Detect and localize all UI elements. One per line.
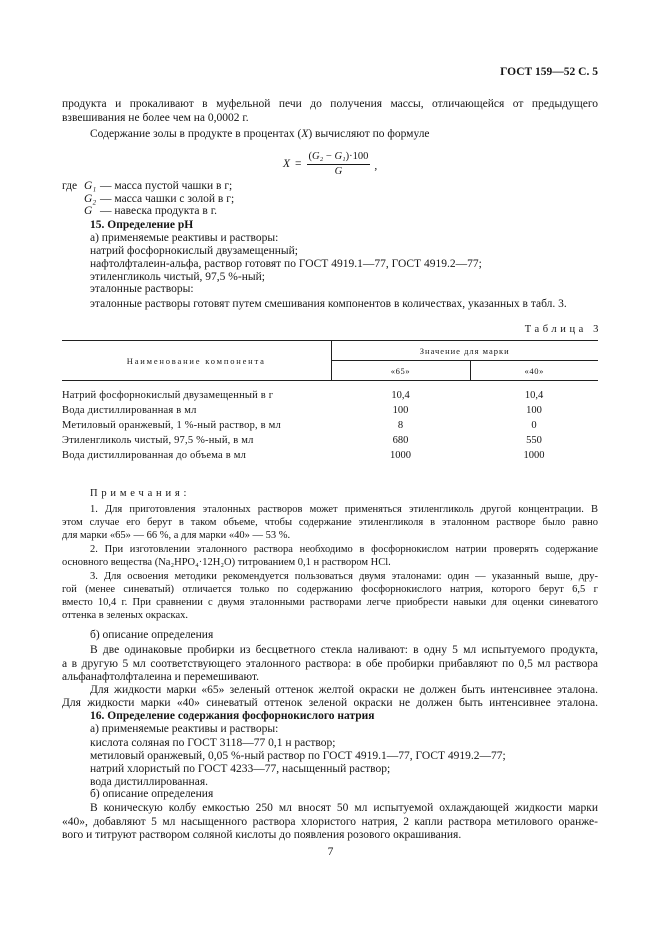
- table-row: [62, 418, 598, 433]
- section-15-line: эталонные растворы:: [90, 282, 194, 295]
- section-16-paragraph-line: «40», добавляют 5 мл насыщенного раствора хлористого натрия, 2 капли раствора метилового оранже-: [62, 815, 598, 828]
- section-15-line: натрий фосфорнокислый двузамещенный;: [90, 244, 298, 257]
- table-row: [62, 433, 598, 448]
- formula-legend-row: [62, 180, 598, 193]
- col-header-component: Наименование компонента: [62, 341, 331, 381]
- col-header-grade-65: «65»: [331, 361, 470, 381]
- numerator-variable: G₂: [312, 150, 324, 162]
- component-name: Вода дистиллированная до объема в мл: [62, 450, 247, 461]
- intro-line: продукта и прокаливают в муфельной печи до получения массы, отличающейся от предыдущего: [62, 97, 598, 110]
- description-15-paragraph-1-line: а в другую 5 мл соответствующего эталонного раствора: в обе пробирки прибавляют по 0,5 мл раствора: [62, 657, 598, 670]
- value-grade-40: 100: [526, 405, 542, 416]
- section-16-paragraph-line: вого и титруют раствором соляной кислоты до появления розового окрашивания.: [62, 828, 462, 841]
- note-3-line: гой (менее синеватый) отличается только по содержанию фосфорнокислого натрия, которого берут 6,5 г: [62, 583, 598, 595]
- component-name: Натрий фосфорнокислый двузамещенный в г: [62, 390, 274, 401]
- section-15-line: нафтолфталеин-альфа, раствор готовят по ГОСТ 4919.1—77, ГОСТ 4919.2—77;: [90, 257, 482, 270]
- ash-formula: [283, 150, 377, 178]
- note-3-line: 3. Для освоения методики рекомендуется пользоваться двумя эталонами: один — указанный выше, дру-: [90, 570, 598, 582]
- section-15-line: а) применяемые реактивы и растворы:: [90, 231, 279, 244]
- note-1-line: для марки «65» — 66 %, а для марки «40» — 53 %.: [62, 529, 291, 541]
- numerator-part: −: [323, 150, 335, 162]
- value-grade-40: 1000: [523, 450, 545, 461]
- table-row: [62, 388, 598, 403]
- numerator-variable: G₁: [334, 150, 346, 162]
- component-name: Этиленгликоль чистый, 97,5 %-ный, в мл: [62, 435, 254, 446]
- note-3-line: оттенка в зеленых окрасках.: [62, 609, 189, 621]
- section-16-line: а) применяемые реактивы и растворы:: [90, 722, 279, 735]
- page-number: 7: [327, 845, 334, 858]
- legend-description: — масса пустой чашки в г;: [100, 179, 233, 192]
- numerator-part: )·100: [345, 150, 369, 162]
- legend-description: — навеска продукта в г.: [100, 204, 217, 217]
- ash-intro-text: ) вычисляют по формуле: [308, 127, 430, 140]
- formula-fraction: [307, 151, 371, 178]
- legend-variable: G₂: [84, 192, 97, 205]
- table-3-caption: Таблица 3: [524, 323, 602, 335]
- description-15-paragraph-1-line: В две одинаковые пробирки из бесцветного стекла наливают: в одну 5 мл испытуемого продукта,: [90, 643, 598, 656]
- note-1-line: этом случае его берут в таком объеме, чтобы содержание этиленгликоля в эталонном растворе было равно: [62, 516, 598, 528]
- legend-variable: G₁: [84, 179, 97, 192]
- legend-variable: G: [84, 204, 93, 217]
- section-15-line: этиленгликоль чистый, 97,5 %-ный;: [90, 270, 265, 283]
- component-name: Метиловый оранжевый, 1 %-ный раствор, в мл: [62, 420, 281, 431]
- table-row: [62, 448, 598, 463]
- col-header-value-group: Значение для марки: [331, 341, 598, 361]
- numerator-part: (: [308, 150, 313, 162]
- table-spacer: [62, 381, 598, 389]
- value-grade-65: 1000: [390, 450, 411, 461]
- ash-intro-variable: X: [301, 127, 309, 140]
- formula-lhs-variable: X: [283, 158, 291, 170]
- section-15-line: эталонные растворы готовят путем смешивания компонентов в количествах, указанных в табл. 3.: [90, 297, 567, 310]
- notes-title: Примечания:: [90, 487, 191, 499]
- section-16-line: кислота соляная по ГОСТ 3118—77 0,1 н раствор;: [90, 736, 336, 749]
- formula-denominator: G: [334, 165, 343, 177]
- col-header-grade-40: «40»: [470, 361, 598, 381]
- section-15-title: 15. Определение pH: [90, 218, 194, 231]
- value-grade-65: 8: [397, 420, 404, 431]
- description-15-paragraph-2-line: Для жидкости марки «40» синеватый оттенок зеленой окраски не должен быть интенсивнее эталона.: [62, 696, 598, 709]
- section-16-paragraph-line: В коническую колбу емкостью 250 мл вносят 50 мл испытуемой охлаждающей жидкости марки: [90, 801, 598, 814]
- value-grade-40: 0: [531, 420, 537, 431]
- legend-description: — масса чашки с золой в г;: [100, 192, 235, 205]
- section-16-line: метиловый оранжевый, 0,05 %-ный раствор по ГОСТ 4919.1—77, ГОСТ 4919.2—77;: [90, 749, 506, 762]
- description-15-heading: б) описание определения: [90, 628, 214, 641]
- section-16-line: б) описание определения: [90, 787, 214, 800]
- component-name: Вода дистиллированная в мл: [62, 405, 197, 416]
- description-15-paragraph-1-line: альфанафтолфталеина и перемешивают.: [62, 670, 260, 683]
- formula-equals-sign: =: [295, 158, 302, 170]
- value-grade-65: 100: [392, 405, 409, 416]
- legend-prefix: где: [62, 179, 78, 192]
- formula-legend-row: [62, 205, 598, 218]
- section-16-line: вода дистиллированная.: [90, 775, 208, 788]
- ash-intro-text: Содержание золы в продукте в процентах (: [90, 127, 302, 140]
- value-grade-40: 10,4: [524, 390, 544, 401]
- section-16-title: 16. Определение содержания фосфорнокислого натрия: [90, 709, 375, 722]
- ash-formula-intro: [90, 128, 598, 141]
- value-grade-40: 550: [526, 435, 542, 446]
- value-grade-65: 680: [392, 435, 409, 446]
- table-row: [62, 403, 598, 418]
- formula-trailing-comma: ,: [374, 160, 378, 172]
- value-grade-65: 10,4: [391, 390, 410, 401]
- note-1-line: 1. Для приготовления эталонных растворов может применяться этиленгликоль другой концентрации. В: [90, 503, 598, 515]
- note-2-line: 2. При изготовлении эталонного раствора необходимо в фосфорнокислом натрии проверять содержание: [90, 543, 598, 555]
- section-16-line: натрий хлористый по ГОСТ 4233—77, насыщенный раствор;: [90, 762, 391, 775]
- table-3: [62, 340, 598, 463]
- note-3-line: вместо 10,4 г. При сравнении с двумя эталонными растворами легче приобрести навыки для оценки синеватого: [62, 596, 598, 608]
- document-header-title: ГОСТ 159—52 С. 5: [500, 65, 598, 78]
- formula-numerator: [307, 151, 371, 165]
- note-2-line: основного вещества (Na₂HPO₄·12H₂O) титрованием 0,1 н раствором HCl.: [62, 556, 391, 568]
- description-15-paragraph-2-line: Для жидкости марки «65» зеленый оттенок желтой окраски не должен быть интенсивнее эталона.: [90, 683, 598, 696]
- intro-line: взвешивания не более чем на 0,0002 г.: [62, 111, 249, 124]
